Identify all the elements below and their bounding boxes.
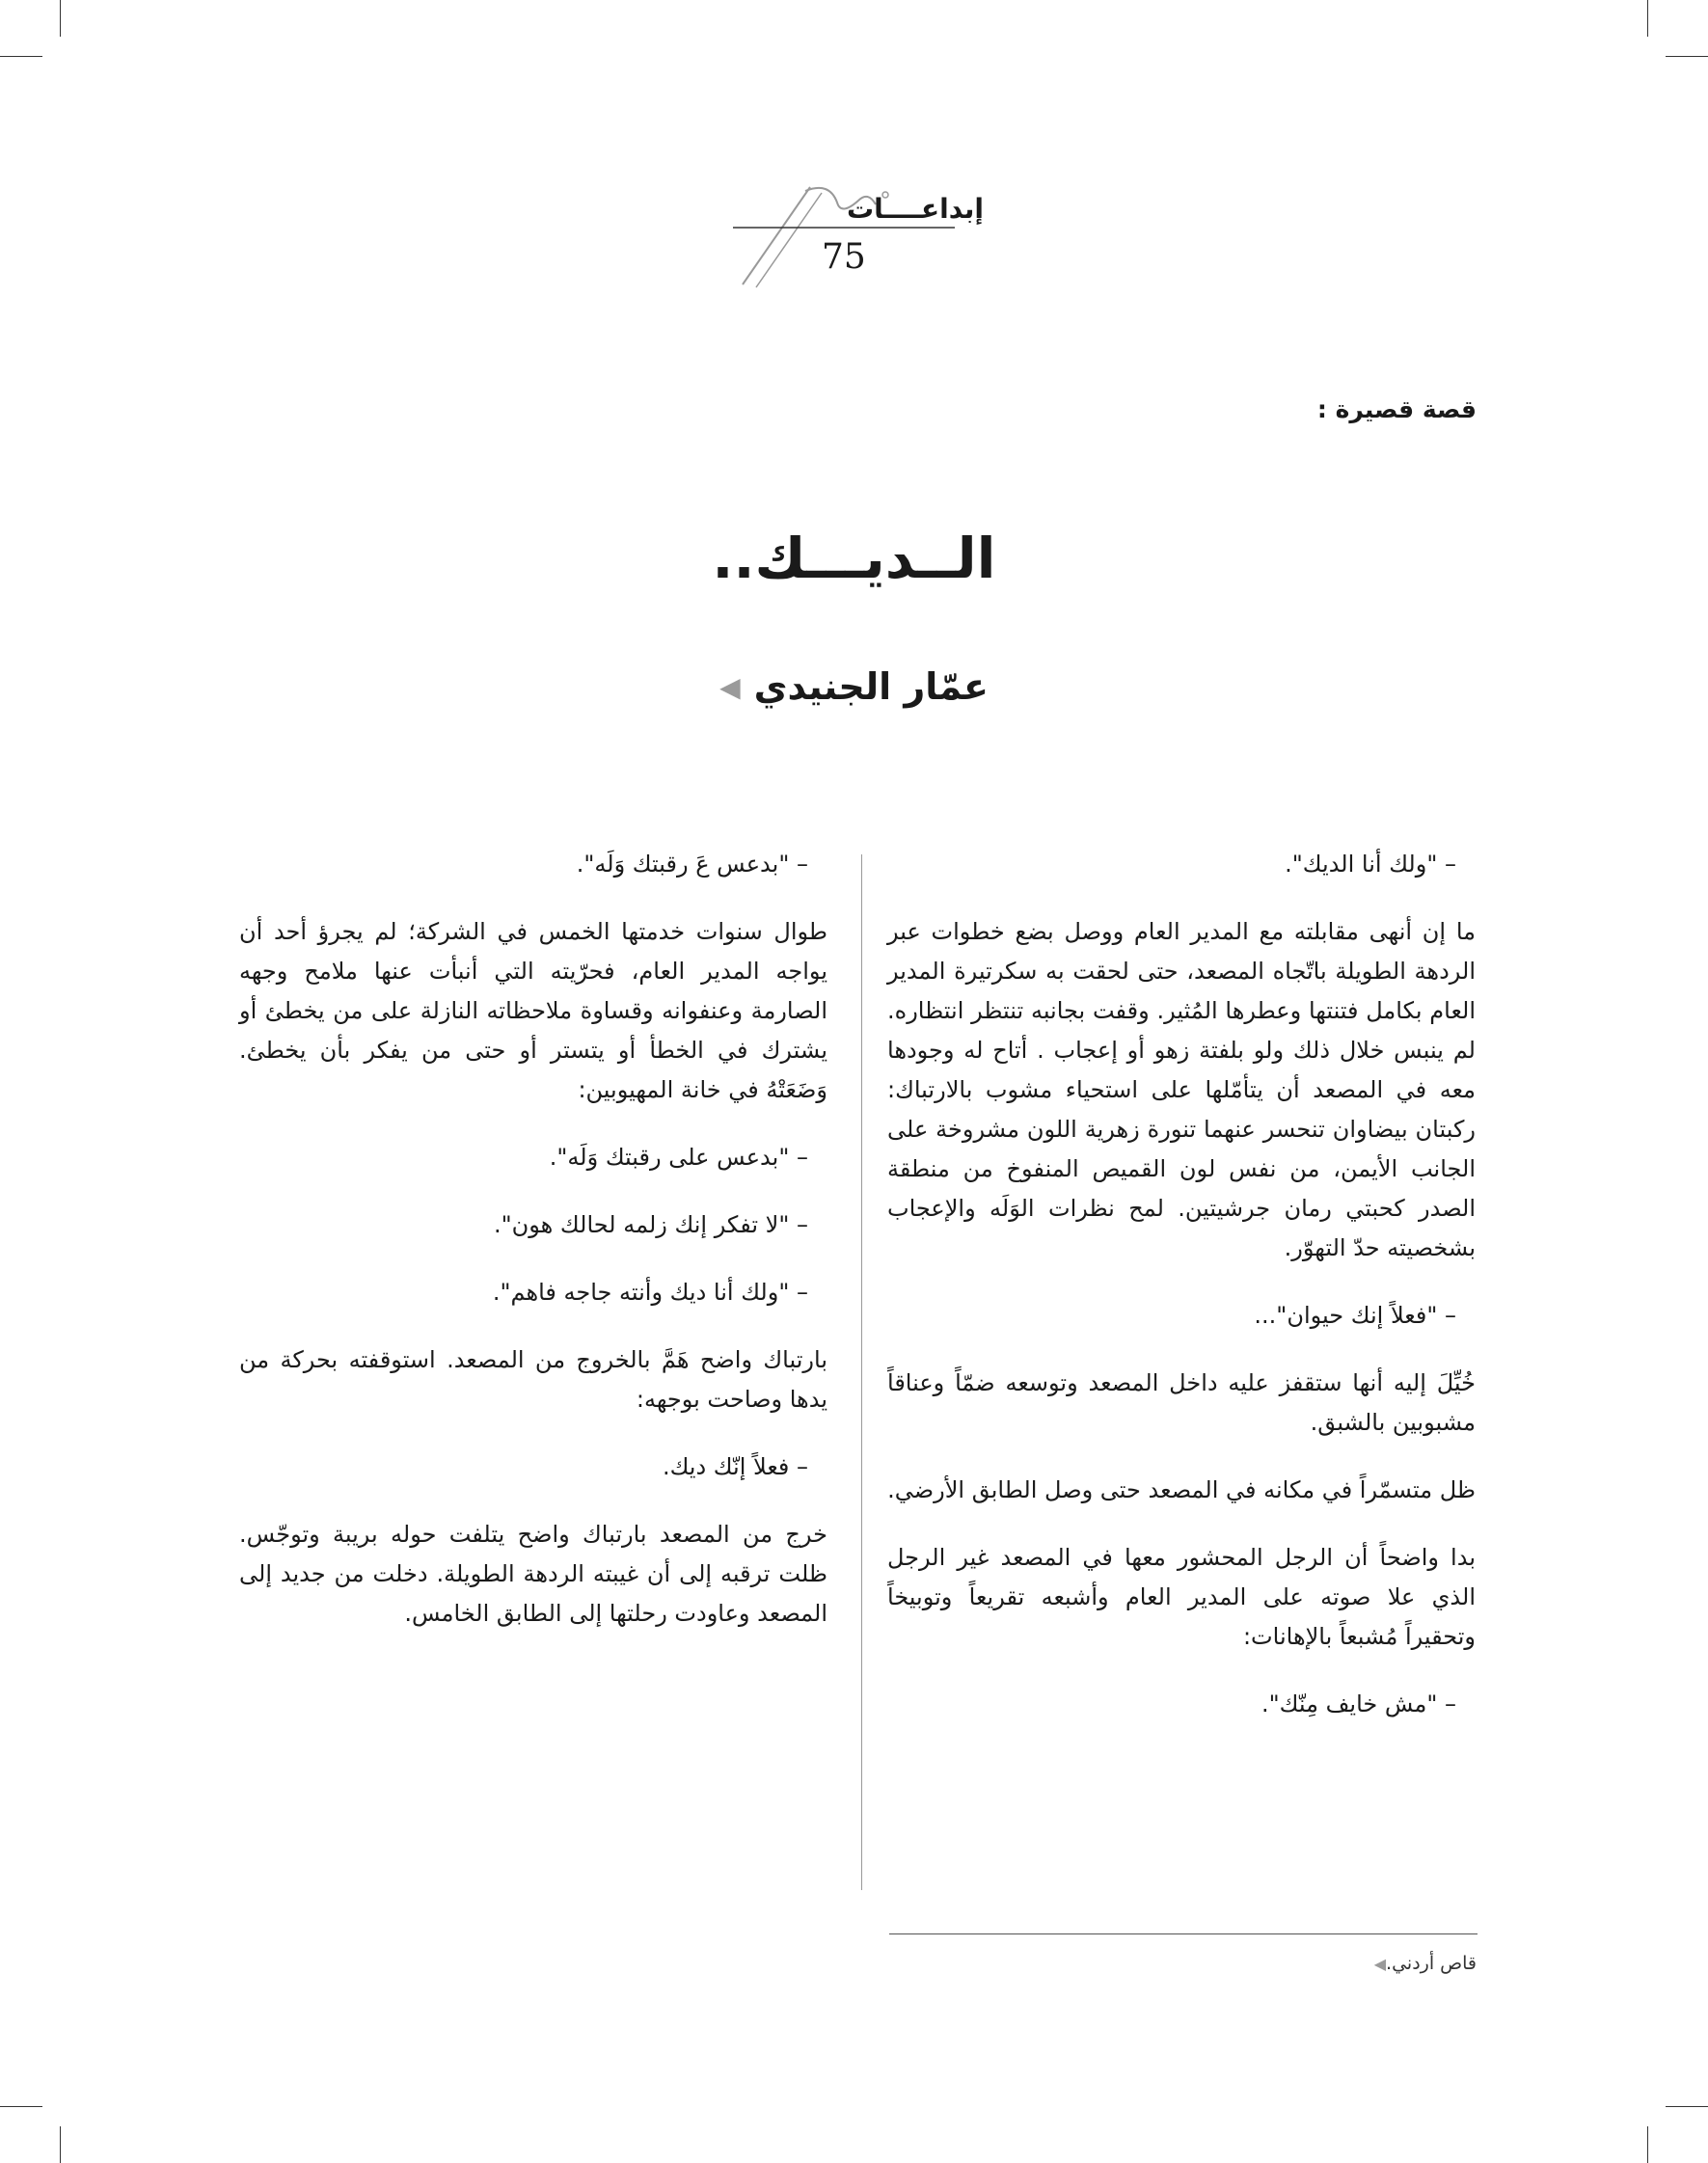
paragraph: خرج من المصعد بارتباك واضح يتلفت حوله بريبة وتوجّس. ظلت ترقبه إلى أن غيبته الردهة الطويلة. دخلت من جديد إلى المصعد وعاودت رحلتها إلى الطابق الخامس. [239,1521,827,1627]
column-left [239,845,827,1662]
paragraph: ظل متسمّراً في مكانه في المصعد حتى وصل الطابق الأرضي. [887,1476,1476,1503]
crop-mark [0,56,42,57]
paragraph: – "ولك أنا الديك". [1285,851,1456,878]
crop-mark [1647,2126,1648,2163]
crop-mark [1666,2106,1708,2107]
footnote-text: قاص أردني. [1386,1953,1477,1974]
paragraph: – "لا تفكر إنك زلمه لحالك هون". [493,1211,808,1238]
paragraph: – فعلاً إنّك ديك. [662,1453,808,1480]
paragraph: خُيِّلَ إليه أنها ستقفز عليه داخل المصعد وتوسعه ضمّاً وعناقاً مشبوبين بالشبق. [887,1369,1476,1436]
crop-mark [60,0,61,37]
section-name: إبداعــــات [847,193,984,225]
column-divider [861,854,862,1890]
paragraph: بدا واضحاً أن الرجل المحشور معها في المصعد غير الرجل الذي علا صوته على المدير العام وأشبعه تقريعاً وتوبيخاً وتحقيراً مُشبعاً بالإهانات: [887,1544,1476,1650]
triangle-marker-icon: ◀ [719,671,741,703]
paragraph: – "بدعس على رقبتك وَلَه". [549,1144,808,1171]
column-right [887,845,1476,1752]
paragraph: ما إن أنهى مقابلته مع المدير العام ووصل بضع خطوات عبر الردهة الطويلة باتّجاه المصعد، حتى لحقت به سكرتيرة المدير العام بكامل فتنتها وعطرها المُثير. وقفت بجانبه تنتظر انتظاره. لم ينبس خلال ذلك ولو بلفتة زهو أو إعجاب . أتاح له وجودها معه في المصعد أن يتأمّلها على استحياء مشوب بالارتباك: ركبتان بيضاوان تنحسر عنهما تنورة زهرية اللون مشروخة على الجانب الأيمن، من نفس لون القميص المنفوخ من منطقة الصدر كحبتي رمان جرشيتين. لمح نظرات الوَلَه والإعجاب بشخصيته حدّ التهوّر. [887,918,1476,1261]
genre-label: قصة قصيرة : [1316,395,1477,423]
paragraph: طوال سنوات خدمتها الخمس في الشركة؛ لم يجرؤ أحد أن يواجه المدير العام، فحرّيته التي أنبأت عنها ملامح وجهه الصارمة وعنفوانه وقساوة ملاحظاته النازلة على من يخطئ أو يشترك في الخطأ أو يتستر أو حتى من يفكر بأن يخطئ. وَضَعَتْهُ في خانة المهيوبين: [239,918,827,1103]
paragraph: بارتباك واضح هَمَّ بالخروج من المصعد. استوقفته بحركة من يدها وصاحت بوجهه: [239,1346,827,1413]
footnote-rule [889,1933,1478,1934]
page-number: 75 [822,237,866,277]
paragraph: – "فعلاً إنك حيوان"... [1254,1302,1456,1329]
author-name: عمّار الجنيدي [753,665,989,708]
crop-mark [0,2106,42,2107]
paragraph: – "بدعس عَ رقبتك وَلَه". [576,851,808,878]
running-header [714,174,1022,299]
footnote [1365,1953,1477,1974]
crop-mark [60,2126,61,2163]
author-line [0,665,1708,708]
crop-mark [1647,0,1648,37]
paragraph: – "مش خايف مِنّك". [1261,1690,1456,1717]
paragraph: – "ولك أنا ديك وأنته جاجه فاهم". [492,1279,808,1306]
triangle-marker-icon: ◀ [1373,1955,1387,1973]
crop-mark [1666,56,1708,57]
story-title: الــديـــك.. [712,526,996,591]
